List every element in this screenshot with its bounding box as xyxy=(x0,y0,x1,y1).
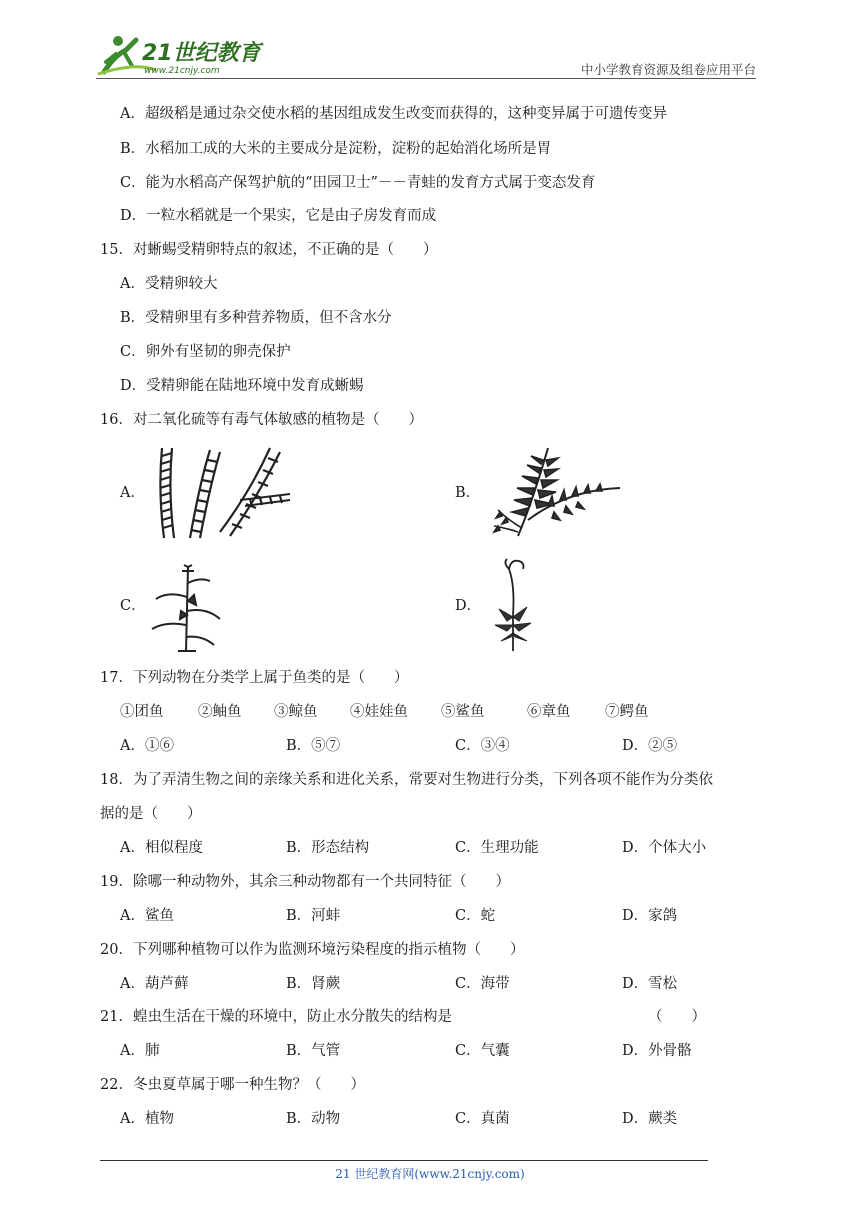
q19-option-a: A．鲨鱼 xyxy=(120,908,174,924)
q19-option-b: B．河蚌 xyxy=(286,908,341,924)
q16-label-a: A． xyxy=(120,485,145,501)
q22-option-c: C．真菌 xyxy=(455,1111,510,1127)
q20-option-c: C．海带 xyxy=(455,976,510,992)
q21-option-c: C．气囊 xyxy=(455,1043,510,1059)
q14-option-d: D．一粒水稻就是一个果实，它是由子房发育而成 xyxy=(120,208,437,224)
q22-stem: 22．冬虫夏草属于哪一种生物？（ ） xyxy=(100,1077,365,1093)
q18-option-c: C．生理功能 xyxy=(455,840,539,856)
logo-sub: www.21cnjy.com xyxy=(144,66,220,76)
q21-option-b: B．气管 xyxy=(286,1043,341,1059)
header-divider xyxy=(96,78,756,79)
q16-label-c: C． xyxy=(120,598,146,614)
q15-option-b: B．受精卵里有多种营养物质，但不含水分 xyxy=(120,310,392,326)
fern-icon xyxy=(488,440,623,540)
q17-item: ③鲸鱼 xyxy=(274,704,318,720)
q17-item: ①团鱼 xyxy=(120,704,164,720)
q22-option-b: B．动物 xyxy=(286,1111,341,1127)
q20-option-b: B．肾蕨 xyxy=(286,976,341,992)
q19-option-c: C．蛇 xyxy=(455,908,496,924)
q17-item: ⑥章鱼 xyxy=(527,704,571,720)
q17-option-a: A．①⑥ xyxy=(120,738,174,754)
q14-option-b: B．水稻加工成的大米的主要成分是淀粉，淀粉的起始消化场所是胃 xyxy=(120,141,552,157)
q20-option-a: A．葫芦藓 xyxy=(120,976,189,992)
moss-sporophyte-icon xyxy=(485,555,545,655)
q21-option-a: A．肺 xyxy=(120,1043,160,1059)
footer-divider xyxy=(100,1160,708,1161)
q17-option-b: B．⑤⑦ xyxy=(286,738,341,754)
q17-item: ⑤鲨鱼 xyxy=(441,704,485,720)
q20-stem: 20．下列哪种植物可以作为监测环境污染程度的指示植物（ ） xyxy=(100,942,525,958)
q16-label-d: D． xyxy=(455,598,482,614)
corn-plant-icon xyxy=(148,563,228,653)
q16-stem: 16．对二氧化硫等有毒气体敏感的植物是（ ） xyxy=(100,412,423,428)
q14-option-c: C．能为水稻高产保驾护航的“田园卫士”－－青蛙的发育方式属于变态发育 xyxy=(120,175,596,191)
q19-option-d: D．家鸽 xyxy=(622,908,678,924)
q15-option-a: A．受精卵较大 xyxy=(120,276,218,292)
q17-item: ②鲉鱼 xyxy=(198,704,242,720)
q20-option-d: D．雪松 xyxy=(622,976,678,992)
q21-stem: 21．蝗虫生活在干燥的环境中，防止水分散失的结构是 xyxy=(100,1009,452,1025)
site-logo xyxy=(96,32,266,78)
platform-name: 中小学教育资源及组卷应用平台 xyxy=(580,62,756,77)
q15-option-d: D．受精卵能在陆地环境中发育成蜥蜴 xyxy=(120,378,364,394)
q19-stem: 19．除哪一种动物外，其余三种动物都有一个共同特征（ ） xyxy=(100,874,510,890)
q17-option-d: D．②⑤ xyxy=(622,738,678,754)
q18-stem-line2: 据的是（ ） xyxy=(100,806,202,822)
q17-option-c: C．③④ xyxy=(455,738,510,754)
q15-option-c: C．卵外有坚韧的卵壳保护 xyxy=(120,344,291,360)
q22-option-d: D．蕨类 xyxy=(622,1111,678,1127)
q18-option-a: A．相似程度 xyxy=(120,840,203,856)
q18-option-d: D．个体大小 xyxy=(622,840,707,856)
q18-option-b: B．形态结构 xyxy=(286,840,370,856)
q18-stem-line1: 18．为了弄清生物之间的亲缘关系和进化关系，常要对生物进行分类，下列各项不能作为分类依 xyxy=(100,772,713,788)
q22-option-a: A．植物 xyxy=(120,1111,174,1127)
q17-item: ⑦鳄鱼 xyxy=(605,704,649,720)
q21-answer-paren: （ ） xyxy=(648,1009,706,1025)
q15-stem: 15．对蜥蜴受精卵特点的叙述，不正确的是（ ） xyxy=(100,242,438,258)
algae-strands-icon xyxy=(150,442,295,542)
footer-link[interactable]: 21 世纪教育网(www.21cnjy.com) xyxy=(335,1167,525,1181)
q14-option-a: A．超级稻是通过杂交使水稻的基因组成发生改变而获得的，这种变异属于可遗传变异 xyxy=(120,106,667,122)
logo-text: 21世纪教育 xyxy=(142,41,261,66)
q17-stem: 17．下列动物在分类学上属于鱼类的是（ ） xyxy=(100,670,409,686)
q21-option-d: D．外骨骼 xyxy=(622,1043,692,1059)
q17-item: ④娃娃鱼 xyxy=(350,704,408,720)
q16-label-b: B． xyxy=(455,485,481,501)
